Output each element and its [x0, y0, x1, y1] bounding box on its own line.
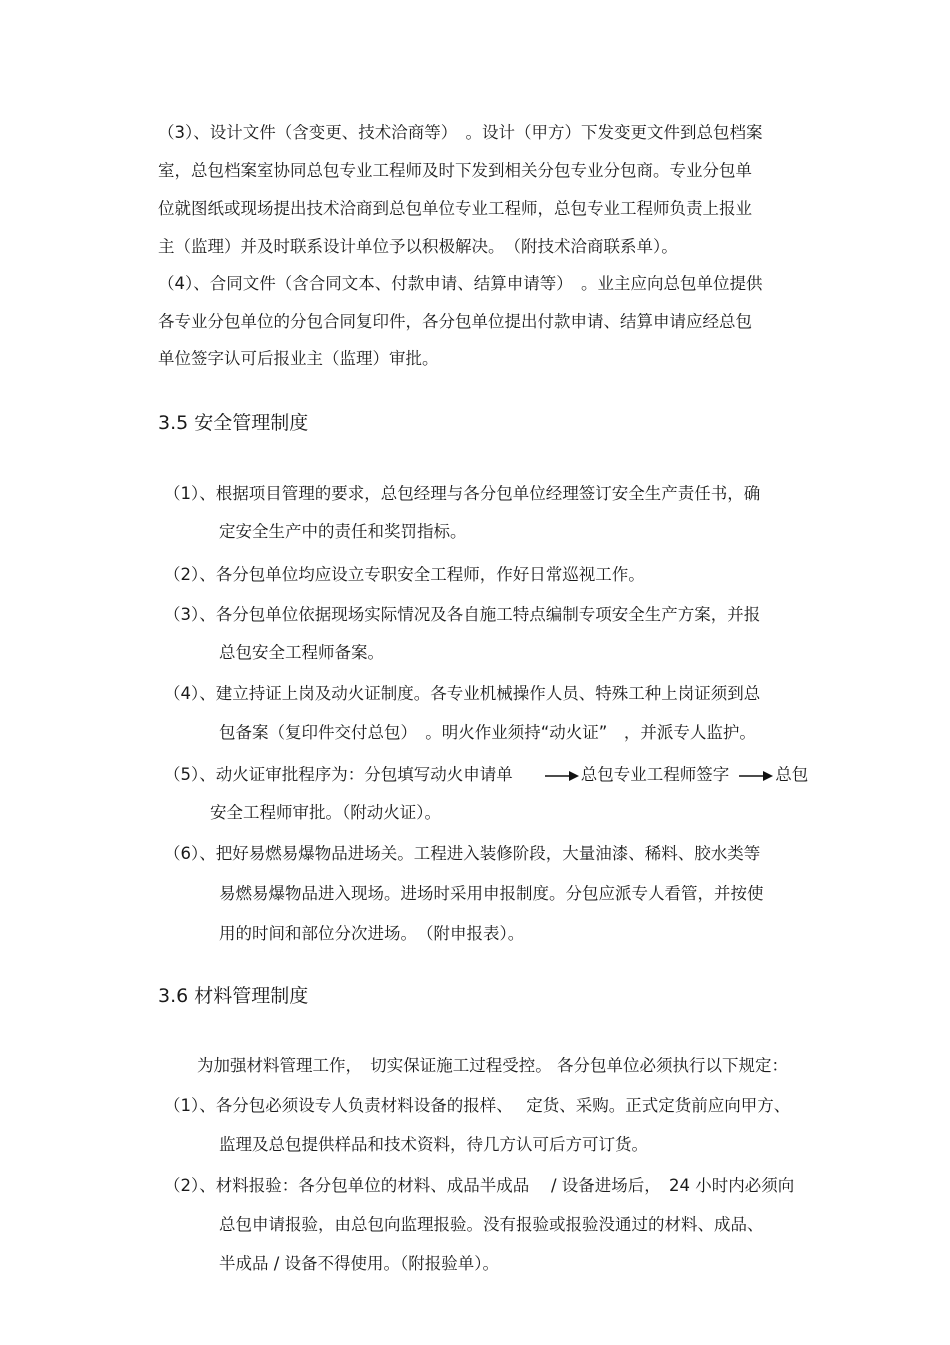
arrow-right-icon	[545, 770, 579, 782]
text-line: 主（监理）并及时联系设计单位予以积极解决。 （附技术洽商联系单）。	[158, 237, 678, 256]
arrow-right-icon	[739, 770, 773, 782]
text-line: 单位签字认可后报业主（监理）审批。	[158, 349, 439, 368]
list-item-continuation: 半成品 / 设备不得使用。（附报验单）。	[219, 1254, 500, 1273]
text-line: 各专业分包单位的分包合同复印件，各分包单位提出付款申请、结算申请应经总包	[158, 312, 752, 331]
list-item: （2）、各分包单位均应设立专职安全工程师，作好日常巡视工作。	[164, 565, 645, 584]
intro-line: 为加强材料管理工作， 切实保证施工过程受控。 各分包单位必须执行以下规定：	[197, 1056, 788, 1075]
text-segment: 总包专业工程师签字	[580, 765, 730, 784]
list-item: （1）、各分包必须设专人负责材料设备的报样、 定货、采购。正式定货前应向甲方、	[164, 1096, 791, 1115]
text-line: 位就图纸或现场提出技术洽商到总包单位专业工程师，总包专业工程师负责上报业	[158, 199, 752, 218]
list-item: （6）、把好易燃易爆物品进场关。工程进入装修阶段，大量油漆、稀料、胶水类等	[164, 844, 761, 863]
list-item-continuation: 包备案（复印件交付总包） 。明火作业须持“动火证” ，并派专人监护。	[219, 723, 756, 742]
list-item: （2）、材料报验：各分包单位的材料、成品半成品 / 设备进场后， 24 小时内必须向	[164, 1176, 795, 1195]
text-line: 室，总包档案室协同总包专业工程师及时下发到相关分包专业分包商。专业分包单	[158, 161, 752, 180]
list-item: （3）、各分包单位依据现场实际情况及各自施工特点编制专项安全生产方案，并报	[164, 605, 761, 624]
section-heading-3-6: 3.6 材料管理制度	[158, 985, 309, 1007]
list-item: （4）、建立持证上岗及动火证制度。各专业机械操作人员、特殊工种上岗证须到总	[164, 684, 761, 703]
list-item-continuation: 总包申请报验，由总包向监理报验。没有报验或报验没通过的材料、成品、	[219, 1215, 764, 1234]
list-item-continuation: 定安全生产中的责任和奖罚指标。	[219, 522, 467, 541]
text-line: （3）、设计文件（含变更、技术洽商等） 。设计（甲方）下发变更文件到总包档案	[158, 123, 763, 142]
section-heading-3-5: 3.5 安全管理制度	[158, 412, 309, 434]
list-item-continuation: 用的时间和部位分次进场。 （附申报表）。	[219, 924, 525, 943]
list-item: （1）、根据项目管理的要求，总包经理与各分包单位经理签订安全生产责任书，确	[164, 484, 761, 503]
text-line: （4）、合同文件（含合同文本、付款申请、结算申请等） 。业主应向总包单位提供	[158, 274, 763, 293]
list-item-continuation: 易燃易爆物品进入现场。进场时采用申报制度。分包应派专人看管，并按使	[219, 884, 764, 903]
list-item-continuation: 监理及总包提供样品和技术资料，待几方认可后方可订货。	[219, 1135, 648, 1154]
list-item-continuation: 总包安全工程师备案。	[219, 643, 384, 662]
list-item	[164, 764, 808, 786]
text-segment: 总包	[775, 765, 809, 784]
text-segment: （5）、动火证审批程序为：分包填写动火申请单	[164, 765, 513, 784]
list-item-continuation: 安全工程师审批。（附动火证）。	[210, 803, 441, 822]
